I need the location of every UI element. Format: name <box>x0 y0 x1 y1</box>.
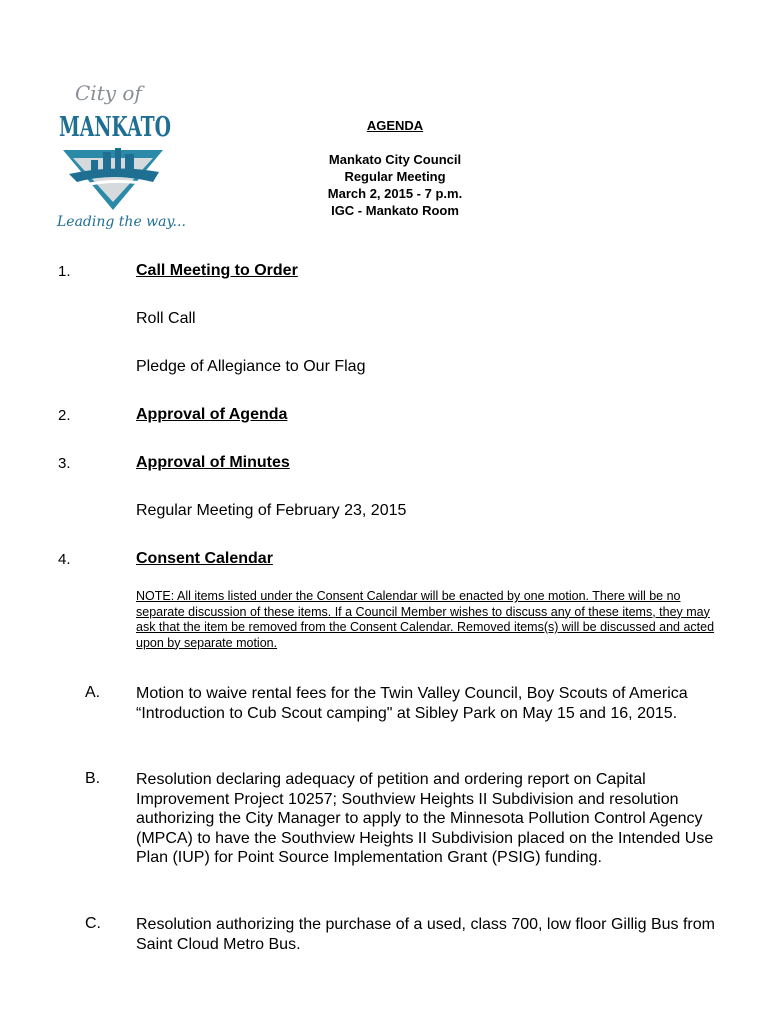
agenda-item: Motion to waive rental fees for the Twin Valley Council, Boy Scouts of America “Introduction to Cub Scout camping" at Sibley Park on May 15 and 16, 2015. <box>136 685 688 722</box>
section-number: 3. <box>58 455 71 472</box>
section-number: 4. <box>58 551 71 568</box>
council-name: Mankato City Council <box>328 152 462 167</box>
logo-name: MANKATO <box>59 112 171 143</box>
subitem-text: Regular Meeting of February 23, 2015 <box>136 502 407 519</box>
agenda-title: AGENDA <box>366 118 424 133</box>
agenda-item: Resolution declaring adequacy of petition and ordering report on Capital Improvement Project 10257; Southview Heights II Subdivision and resolution authorizing the City Manager to apply to the Minnesota Pollution Control Agency (MPCA) to have the Southview Heights II Subdivision placed on the Intended Use Plan (IUP) for Point Source Implementation Grant (PSIG) funding. <box>136 771 714 866</box>
item-letter: A. <box>85 684 101 701</box>
section-title: Approval of Agenda <box>136 406 288 423</box>
section-number: 1. <box>58 263 71 280</box>
item-letter: B. <box>85 770 101 787</box>
section-title: Approval of Minutes <box>136 454 290 471</box>
section-title: Call Meeting to Order <box>136 262 298 279</box>
logo-tagline: Leading the way... <box>57 214 186 230</box>
logo-top-text: City of <box>75 81 142 105</box>
city-logo <box>55 78 186 234</box>
meeting-datetime: March 2, 2015 - 7 p.m. <box>327 186 463 201</box>
meeting-type: Regular Meeting <box>344 169 446 184</box>
meeting-location: IGC - Mankato Room <box>331 203 459 218</box>
consent-note: NOTE: All items listed under the Consent Calendar will be enacted by one motion. There will be no separate discussion of these items. If a Council Member wishes to discuss any of these items, they may ask that the item be removed from the Consent Calendar. Removed items(s) will be discussed and acted upon by separate motion. <box>136 589 715 650</box>
section-title: Consent Calendar <box>136 550 273 567</box>
agenda-item: Resolution authorizing the purchase of a used, class 700, low floor Gillig Bus from Saint Cloud Metro Bus. <box>136 916 715 953</box>
section-number: 2. <box>58 407 71 424</box>
subitem-text: Roll Call <box>136 310 196 327</box>
subitem-text: Pledge of Allegiance to Our Flag <box>136 358 366 375</box>
item-letter: C. <box>85 915 101 932</box>
